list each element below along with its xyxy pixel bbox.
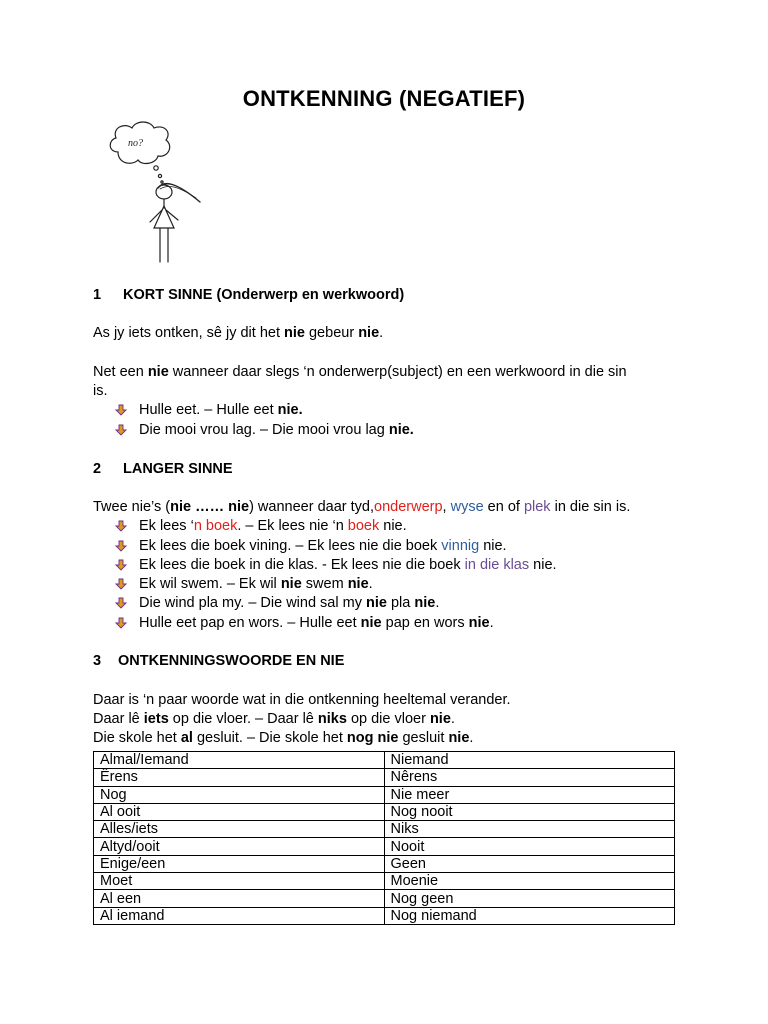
section1-heading: 1 KORT SINNE (Onderwerp en werkwoord) — [93, 287, 405, 303]
table-cell: Nog nooit — [384, 803, 675, 820]
table-row — [94, 769, 675, 786]
section1-paragraph2-wrap: is. — [93, 383, 108, 399]
table-cell: Êrens — [94, 769, 385, 786]
arrow-bullet-icon — [115, 424, 139, 436]
section1-paragraph2: Net een nie wanneer daar slegs ‘n onderwerp(subject) en een werkwoord in die sin — [93, 364, 627, 380]
arrow-bullet-icon — [115, 520, 139, 532]
table-cell: Alles/iets — [94, 821, 385, 838]
table-cell: Nog geen — [384, 890, 675, 907]
arrow-bullet-icon — [115, 540, 139, 552]
list-item: Hulle eet pap en wors. – Hulle eet nie pap en wors nie. — [115, 615, 494, 631]
list-item: Ek wil swem. – Ek wil nie swem nie. — [115, 576, 373, 592]
table-cell: Moet — [94, 873, 385, 890]
table-cell: Enige/een — [94, 855, 385, 872]
table-cell: Al ooit — [94, 803, 385, 820]
section2-heading: 2 LANGER SINNE — [93, 461, 233, 477]
table-cell: Altyd/ooit — [94, 838, 385, 855]
negation-words-table — [93, 751, 675, 925]
table-row — [94, 855, 675, 872]
table-cell: Nog niemand — [384, 907, 675, 924]
table-cell: Niks — [384, 821, 675, 838]
list-item: Hulle eet. – Hulle eet nie. — [115, 402, 303, 418]
section2-intro: Twee nie’s (nie …… nie) wanneer daar tyd,onderwerp, wyse en of plek in die sin is. — [93, 499, 631, 515]
list-item: Ek lees die boek in die klas. - Ek lees nie die boek in die klas nie. — [115, 557, 557, 573]
list-item: Die wind pla my. – Die wind sal my nie pla nie. — [115, 595, 439, 611]
table-cell: Nie meer — [384, 786, 675, 803]
table-cell: Al iemand — [94, 907, 385, 924]
table-cell: Nêrens — [384, 769, 675, 786]
section3-paragraph2: Daar lê iets op die vloer. – Daar lê niks op die vloer nie. — [93, 711, 455, 727]
arrow-bullet-icon — [115, 559, 139, 571]
table-row — [94, 838, 675, 855]
table-row — [94, 786, 675, 803]
arrow-bullet-icon — [115, 597, 139, 609]
table-cell: Nog — [94, 786, 385, 803]
table-row — [94, 907, 675, 924]
table-cell: Niemand — [384, 752, 675, 769]
arrow-bullet-icon — [115, 578, 139, 590]
table-row — [94, 890, 675, 907]
arrow-bullet-icon — [115, 617, 139, 629]
section3-heading: 3 ONTKENNINGSWOORDE EN NIE — [93, 653, 345, 669]
table-cell: Almal/Iemand — [94, 752, 385, 769]
table-cell: Nooit — [384, 838, 675, 855]
list-item: Ek lees die boek vining. – Ek lees nie die boek vinnig nie. — [115, 538, 507, 554]
section3-paragraph1: Daar is ‘n paar woorde wat in die ontkenning heeltemal verander. — [93, 692, 511, 708]
table-row — [94, 873, 675, 890]
thinking-girl-illustration — [104, 118, 204, 266]
table-row — [94, 803, 675, 820]
arrow-bullet-icon — [115, 404, 139, 416]
table-cell: Geen — [384, 855, 675, 872]
table-cell: Al een — [94, 890, 385, 907]
table-cell: Moenie — [384, 873, 675, 890]
section3-paragraph3: Die skole het al gesluit. – Die skole het nog nie gesluit nie. — [93, 730, 474, 746]
list-item: Die mooi vrou lag. – Die mooi vrou lag nie. — [115, 422, 414, 438]
table-row — [94, 821, 675, 838]
table-row — [94, 752, 675, 769]
section1-paragraph1: As jy iets ontken, sê jy dit het nie gebeur nie. — [93, 325, 384, 341]
thought-text: no? — [128, 138, 143, 149]
list-item: Ek lees ‘n boek. – Ek lees nie ‘n boek nie. — [115, 518, 407, 534]
page-title: ONTKENNING (NEGATIEF) — [242, 86, 526, 111]
